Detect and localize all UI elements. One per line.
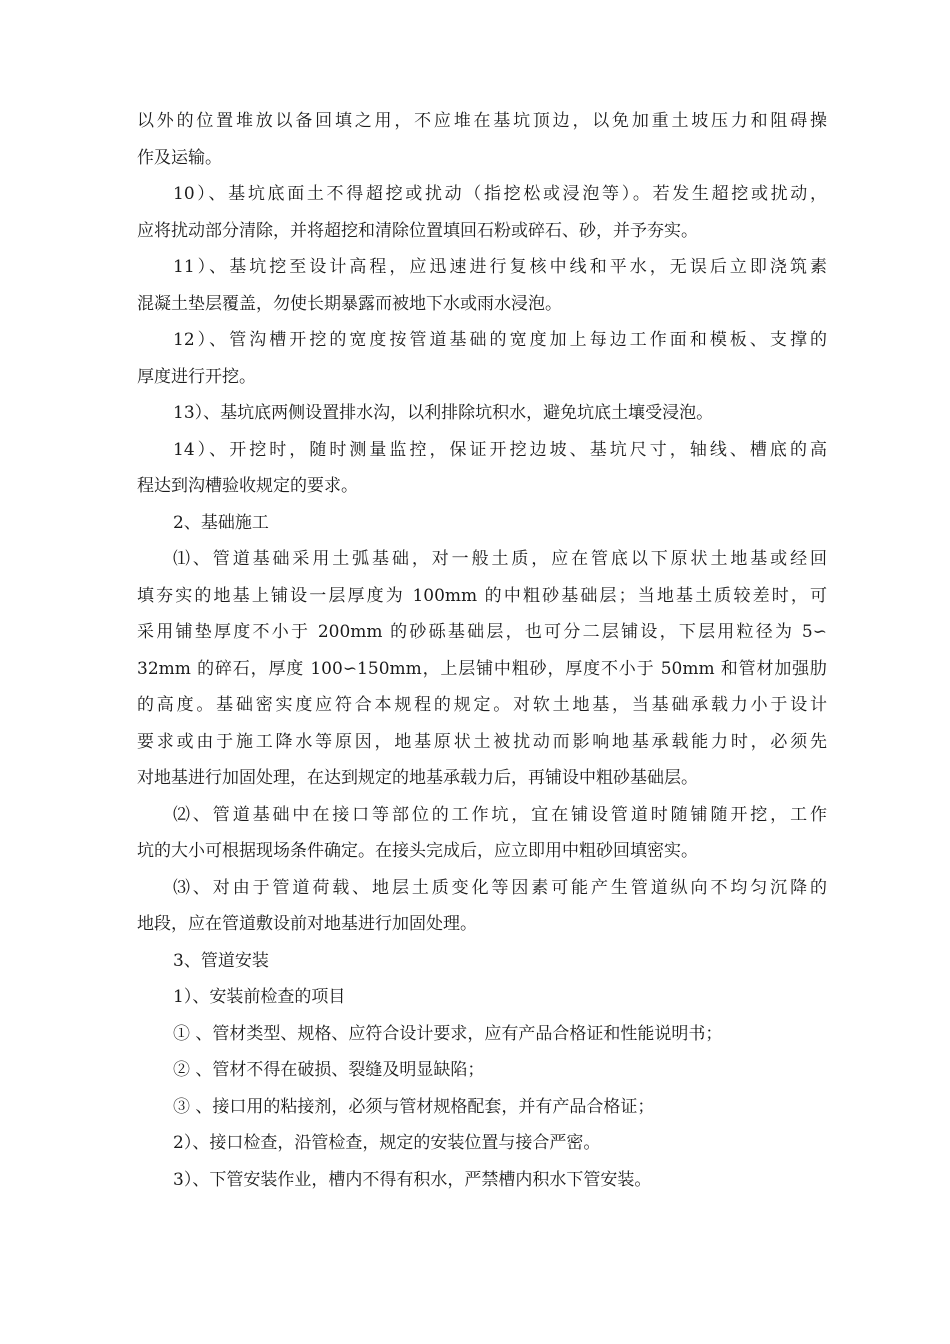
section-heading: 2、基础施工 <box>173 512 269 533</box>
text-line: 14）、开挖时，随时测量监控，保证开挖边坡、基坑尺寸，轴线、槽底的高 <box>173 439 827 460</box>
text-line: 地段，应在管道敷设前对地基进行加固处理。 <box>137 914 477 934</box>
section-heading: 3、管道安装 <box>173 950 269 971</box>
text-line: ② 、管材不得在破损、裂缝及明显缺陷； <box>173 1060 485 1080</box>
document-body <box>137 103 827 1198</box>
text-line: ⑴、管道基础采用土弧基础，对一般土质，应在管底以下原状土地基或经回 <box>173 549 827 569</box>
text-line: 13）、基坑底两侧设置排水沟，以利排除坑积水，避免坑底土壤受浸泡。 <box>173 403 714 423</box>
text-line: 10）、基坑底面土不得超挖或扰动（指挖松或浸泡等）。若发生超挖或扰动， <box>173 184 827 204</box>
text-line: 坑的大小可根据现场条件确定。在接头完成后，应立即用中粗砂回填密实。 <box>137 841 698 861</box>
text-line: 3）、下管安装作业，槽内不得有积水，严禁槽内积水下管安装。 <box>173 1169 652 1190</box>
text-line: 要求或由于施工降水等原因，地基原状土被扰动而影响地基承载能力时，必须先 <box>137 731 827 752</box>
text-line: 12）、管沟槽开挖的宽度按管道基础的宽度加上每边工作面和模板、支撑的 <box>173 330 827 350</box>
text-line: 填夯实的地基上铺设一层厚度为 100mm 的中粗砂基础层；当地基土质较差时，可 <box>137 585 827 606</box>
text-line: 32mm 的碎石，厚度 100∽150mm，上层铺中粗砂，厚度不小于 50mm 和管材加强肋 <box>137 658 827 679</box>
text-line: ① 、管材类型、规格、应符合设计要求，应有产品合格证和性能说明书； <box>173 1023 723 1044</box>
text-line: 1）、安装前检查的项目 <box>173 987 346 1007</box>
text-line: 作及运输。 <box>137 147 222 168</box>
text-line: ⑶、对由于管道荷载、地层土质变化等因素可能产生管道纵向不均匀沉降的 <box>173 877 827 898</box>
text-line: 应将扰动部分清除，并将超挖和清除位置填回石粉或碎石、砂，并予夯实。 <box>137 220 698 241</box>
text-line: 采用铺垫厚度不小于 200mm 的砂砾基础层，也可分二层铺设，下层用粒径为 5∽ <box>137 622 827 642</box>
text-line: 的高度。基础密实度应符合本规程的规定。对软土地基，当基础承载力小于设计 <box>137 695 827 715</box>
text-line: 对地基进行加固处理，在达到规定的地基承载力后，再铺设中粗砂基础层。 <box>137 768 698 788</box>
text-line: 程达到沟槽验收规定的要求。 <box>137 476 358 496</box>
text-line: ③ 、接口用的粘接剂，必须与管材规格配套，并有产品合格证； <box>173 1096 655 1117</box>
text-line: 以外的位置堆放以备回填之用，不应堆在基坑顶边，以免加重土坡压力和阻碍操 <box>137 111 827 131</box>
text-line: 混凝土垫层覆盖，勿使长期暴露而被地下水或雨水浸泡。 <box>137 293 562 314</box>
text-line: 2）、接口检查，沿管检查，规定的安装位置与接合严密。 <box>173 1133 601 1153</box>
text-line: 11）、基坑挖至设计高程，应迅速进行复核中线和平水，无误后立即浇筑素 <box>173 257 827 277</box>
text-line: ⑵、管道基础中在接口等部位的工作坑，宜在铺设管道时随铺随开挖，工作 <box>173 804 827 825</box>
text-line: 厚度进行开挖。 <box>137 366 256 387</box>
